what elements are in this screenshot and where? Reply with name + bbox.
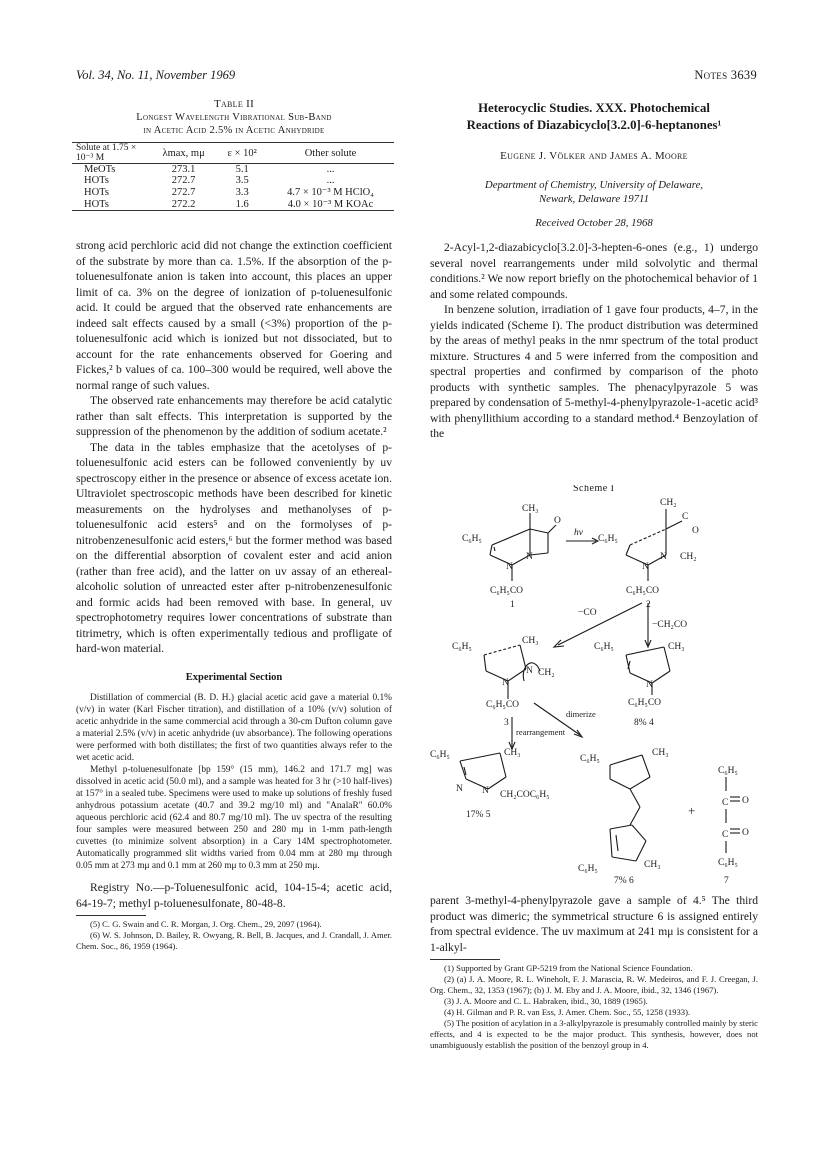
label-ch2: CH₂ (660, 498, 677, 508)
table-cell: 4.0 × 10⁻³ M KOAc (287, 199, 374, 210)
affiliation-line: Newark, Delaware 19711 (538, 193, 650, 205)
table-row (72, 175, 394, 186)
label-n: N (502, 678, 509, 688)
table-cell: 272.7 (171, 186, 196, 198)
footnote: (4) H. Gilman and P. R. van Ess, J. Amer. Chem. Soc., 55, 1258 (1933). (444, 1007, 691, 1017)
paragraph: 2-Acyl-1,2-diazabicyclo[3.2.0]-3-hepten-6-ones (e.g., 1) undergo several novel rearrangements under mild solvolytic and thermal conditions.² We now report briefly on the photochemical behavior of 1 and some related compounds. (430, 241, 758, 301)
table-caption-1: Longest Wavelength Vibrational Sub-Band (136, 112, 332, 123)
table-row (72, 198, 394, 211)
authors: Eugene J. Völker and James A. Moore (500, 150, 688, 162)
label-c: C (682, 512, 689, 522)
label-c6h5: C₆H₅ (718, 858, 738, 868)
title-line: Heterocyclic Studies. XXX. Photochemical (478, 101, 710, 115)
label-c: C (722, 830, 729, 840)
label-n: N (456, 784, 463, 794)
paragraph: The observed rate enhancements may therefore be acid catalytic rather than salt effects. This interpretation is supported by the suppression of the phenomenon by the addition of sodium acetate.² (76, 394, 392, 438)
table-cell: 272.2 (171, 198, 196, 210)
section-heading: Experimental Section (185, 671, 283, 683)
footnote: (5) The position of acylation in a 3-alkylpyrazole is presumably controlled mainly by steric effects, and 4 is expected to be the major product. This synthesis, however, does not unambiguously establish the position of the benzoyl group in 4. (430, 1018, 758, 1050)
running-head-left: Vol. 34, No. 11, November 1969 (76, 68, 236, 82)
paragraph: The data in the tables emphasize that the acetolyses of p-toluenesulfonic acid esters can be followed conveniently by uv spectroscopy either in the presence or absence of excess acetate ion. Ultraviolet spectroscopic methods have been described for kinetic measurements on the hydrolyses and methanolyses of p-toluenesulfonic acid esters⁵ and on the formolyses of p-nitrobenzenesulfonic acid esters,⁶ but the former method was based on the differential absorption of covalent ester and acid anion (rather than free acid), and the latter on uv assay of an ethereal-alcoholic solution of unreacted ester after p-nitrobenzenesulfonic and formic acids had been removed with base. In general, uv spectrophotometry requires lower concentrations of substrate than titrimetry, which is often experimentally tedious and profligate of hard-won material. (76, 440, 392, 655)
paragraph: In benzene solution, irradiation of 1 gave four products, 4–7, in the yields indicated (Scheme I). The product distribution was determined by the areas of methyl peaks in the nmr spectrum of the total product mixture. Structures 4 and 5 were inferred from the composition and spectral properties and confirmed by comparison of the photo products with synthetic samples. The phenacylpyrazole 5 was prepared by condensation of 5-methyl-4-phenylpyrazole-1-acetic acid³ with phenyllithium according to a standard method.⁴ Benzoylation of the (430, 303, 758, 440)
plus-sign: + (688, 803, 696, 818)
footnote: (2) (a) J. A. Moore, R. L. Wineholt, F. J. Marascia, R. W. Medeiros, and F. J. Creegan, J. Org. Chem., 32, 1353 (1967); (b) J. M. Eby and J. A. Moore, ibid., 32, 1346 (1967). (430, 974, 758, 995)
running-head-right: Notes 3639 (694, 68, 757, 82)
label-n: N (642, 562, 649, 572)
label-c6h5co: C₆H₅CO (626, 586, 660, 596)
received-date: Received October 28, 1968 (535, 217, 653, 229)
yield-label: 8% 4 (634, 718, 654, 728)
label-c6h5co: C₆H₅CO (628, 698, 662, 708)
label-ch2: CH₂ (680, 552, 697, 562)
label-ch2: CH₂ (538, 668, 555, 678)
table-cell: HOTs (84, 186, 109, 198)
table-header: Other solute (304, 147, 357, 159)
footnote: (6) W. S. Johnson, D. Bailey, R. Owyang, R. Bell, B. Jacques, and J. Crandall, J. Amer. Chem. Soc., 86, 1959 (1964). (76, 930, 392, 951)
table-header: Solute at 1.75 × 10⁻³ M (76, 143, 137, 163)
label-c6h5co: C₆H₅CO (490, 586, 524, 596)
label-n: N (506, 562, 513, 572)
table-cell: ... (326, 164, 335, 175)
paragraph: strong acid perchloric acid did not change the extinction coefficient of the substrate by more than ca. 1.5%. If the absorption of the p-toluenesulfonate anion is taken into account, this places an upper limit of ca. 3% on the degree of ionization of p-toluenesulfonic acid. It could be argued that the observed rate enhancements are indeed salt effects caused by a small (<3%) proportion of the p-toluenesulfonic acid which is ionized but not dissociated, but to account for the rate enhancements observed for Goering and Fickes,² b values of ca. 100–300 would be required, well above the normal range of such values. (76, 239, 392, 392)
table-caption-2: in Acetic Acid 2.5% in Acetic Anhydride (143, 125, 325, 136)
table-cell: 4.7 × 10⁻³ M HClO₄ (287, 187, 374, 198)
footnote: (3) J. A. Moore and C. L. Habraken, ibid., 30, 1889 (1965). (444, 996, 648, 1006)
affiliation-line: Department of Chemistry, University of Delaware, (484, 179, 704, 191)
compound-number: 1 (510, 600, 515, 610)
table-cell: HOTs (84, 198, 109, 210)
minus-ch2co-label: −CH₂CO (652, 620, 688, 630)
table-cell: HOTs (84, 175, 109, 186)
left-column (76, 238, 392, 952)
footnote: (1) Supported by Grant GP-5219 from the National Science Foundation. (444, 963, 693, 973)
compound-number: 7 (724, 876, 729, 885)
label-c6h5co: C₆H₅CO (486, 700, 520, 710)
table-cell: 5.1 (235, 164, 249, 175)
minus-co-label: −CO (578, 608, 597, 618)
scheme-figure (430, 485, 760, 885)
label-c6h5: C₆H₅ (718, 766, 738, 776)
footnote-rule (430, 959, 500, 960)
table-row (72, 186, 394, 198)
table-cell: 272.7 (171, 175, 196, 186)
footnote-rule (76, 915, 146, 916)
yield-label: 17% 5 (466, 810, 491, 820)
label-n: N (660, 552, 667, 562)
label-ch3: CH₃ (644, 860, 661, 870)
label-c6h5: C₆H₅ (598, 534, 618, 544)
yield-label: 7% 6 (614, 876, 634, 885)
label-c: C (722, 798, 729, 808)
table-label: Table II (213, 98, 255, 110)
label-n: N (482, 786, 489, 796)
hv-label: hν (574, 528, 583, 538)
label-c6h5: C₆H₅ (580, 754, 600, 764)
paragraph: Methyl p-toluenesulfonate [bp 159° (15 mm), 146.2 and 171.7 mg] was dissolved in acetic acid (50.0 ml), and a sample was heated for 3 hr (>10 half-lives) at 157° in a sealed tube. Specimens were used to make up solutions of freshly fused anhydrous potassium acetate (40.7 and 39.2 mg/10 ml) and "AnalaR" 60.0% aqueous perchloric acid (62.4 and 80.7 mg/10 ml). The uv spectra of the resulting four samples were measured between 250 and 280 mμ in 1-mm path-length cuvettes (to minimize solvent absorption) in a Cary 14M spectrophotometer. Automatically programmed slit widths varied from 0.04 mm at 280 mμ through 0.05 mm at 273 mμ and 0.1 mm at 260 mμ to 0.3 mm at 250 mμ. (76, 765, 392, 871)
compound-number: 2 (646, 600, 651, 610)
footnote: (5) C. G. Swain and C. R. Morgan, J. Org. Chem., 29, 2097 (1964). (90, 919, 322, 929)
data-table (72, 142, 394, 211)
label-ch2coc6h5: CH₂COC₆H₅ (500, 790, 550, 800)
dimerize-label: dimerize (566, 709, 596, 719)
paragraph: parent 3-methyl-4-phenylpyrazole gave a sample of 4.⁵ The third product was dimeric; the symmetrical structure 6 is assigned entirely from spectral evidence. The uv maximum at 241 mμ is consistent for a 1-alkyl- (430, 894, 758, 954)
table-header: ε × 10² (227, 147, 257, 159)
label-o: O (742, 828, 749, 838)
rearrangement-label: rearrangement (516, 727, 566, 737)
label-o: O (554, 516, 561, 526)
paragraph: Distillation of commercial (B. D. H.) glacial acetic acid gave a material 0.1% (v/v) in water (Karl Fischer titration), and distillation of a 10% (v/v) solution of acetic anhydride in the same commercial acid through a 30-cm Dufton column gave a material 2.5% (v/v) in acetic anhydride (uv absorbance). The following operations were performed with both distillates; the first of two quantities always refer to the wet acetic acid. (76, 693, 392, 763)
table-cell: 1.6 (235, 198, 249, 210)
label-c6h5: C₆H₅ (578, 864, 598, 874)
registry-numbers: Registry No.—p-Toluenesulfonic acid, 104-15-4; acetic acid, 64-19-7; methyl p-toluenesulfonate, 80-48-8. (76, 881, 392, 910)
table-cell: ... (326, 175, 335, 186)
affiliation (430, 178, 758, 206)
label-c6h5: C₆H₅ (462, 534, 482, 544)
right-column-top (430, 240, 758, 442)
label-n: N (646, 680, 653, 690)
label-c6h5: C₆H₅ (594, 642, 614, 652)
label-n: N (526, 666, 533, 676)
scheme-label: Scheme I (573, 485, 615, 494)
label-ch3: CH₃ (522, 636, 539, 646)
label-n: N (526, 552, 533, 562)
title-line: Reactions of Diazabicyclo[3.2.0]-6-heptanones¹ (466, 118, 722, 132)
label-c6h5: C₆H₅ (452, 642, 472, 652)
label-c6h5: C₆H₅ (430, 750, 450, 760)
compound-number: 3 (504, 718, 509, 728)
table-cell: MeOTs (84, 164, 116, 175)
label-ch3: CH₃ (504, 748, 521, 758)
article-title (430, 100, 758, 134)
table-header: λmax, mμ (162, 147, 205, 159)
right-column-bottom (430, 893, 758, 1051)
table-cell: 3.3 (235, 186, 249, 198)
label-ch3: CH₃ (522, 504, 539, 514)
table-cell: 3.5 (235, 175, 249, 186)
label-ch3: CH₃ (668, 642, 685, 652)
label-o: O (692, 526, 699, 536)
label-o: O (742, 796, 749, 806)
table-cell: 273.1 (171, 164, 196, 175)
table-row (72, 164, 394, 176)
label-ch3: CH₃ (652, 748, 669, 758)
